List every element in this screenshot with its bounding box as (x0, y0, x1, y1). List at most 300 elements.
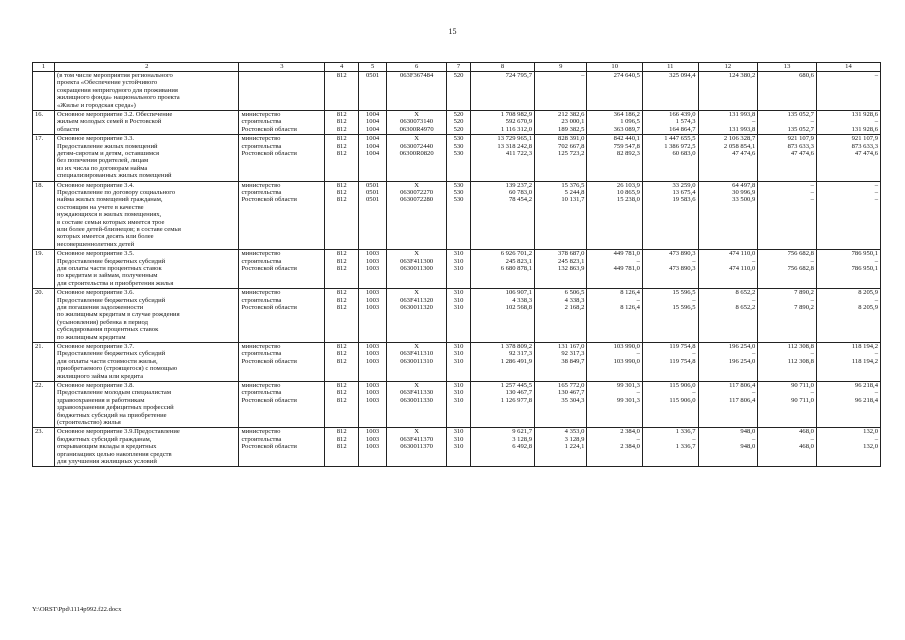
value-cell-col-5 (358, 135, 386, 181)
value: 131 167,0 (558, 342, 585, 350)
header-row (33, 63, 881, 72)
value: 063F411330 (400, 389, 434, 397)
value: 1003 (366, 250, 380, 258)
value: 1004 (366, 149, 380, 157)
value-cell-col-14 (816, 250, 880, 289)
value: 812 (336, 289, 347, 297)
value: – (810, 389, 814, 397)
value: 310 (453, 303, 464, 311)
value: 680,6 (799, 72, 814, 79)
value: 530 (453, 196, 464, 204)
value: 13 729 965,1 (497, 135, 533, 143)
value-cell-col-8 (471, 289, 535, 343)
value-cell-col-5 (358, 289, 386, 343)
value: 102 568,8 (505, 303, 533, 311)
measure-name-line: состоящим на учете в качестве (57, 203, 144, 211)
value-cell-col-4 (325, 381, 359, 427)
value: 759 547,8 (613, 142, 640, 150)
value: 1 224,1 (564, 443, 585, 451)
value: 063F411310 (400, 350, 434, 358)
value-cell-col-11 (642, 135, 698, 181)
value: 474 110,0 (729, 264, 756, 272)
value-cell-col-14 (816, 181, 880, 250)
executor-line: министерство (241, 181, 281, 189)
value: 106 907,1 (505, 289, 533, 297)
value: – (874, 72, 878, 79)
measure-name-line: здравоохранения и работникам (57, 396, 145, 404)
measure-name (55, 250, 239, 289)
value: 310 (453, 296, 464, 304)
value: 812 (336, 303, 347, 311)
value: 92 317,3 (508, 350, 533, 358)
value: 310 (453, 250, 464, 258)
value: 90 711,0 (791, 381, 814, 389)
value-cell-col-4 (325, 135, 359, 181)
value-cell-col-9 (535, 250, 587, 289)
value: 0630011370 (400, 443, 433, 451)
footer-file-path: Y:\ORST\Ppd\1114p992.f22.docx (32, 606, 122, 613)
row-number: 17. (33, 135, 55, 181)
value-cell-col-6 (387, 289, 447, 343)
value: 131 928,6 (851, 111, 878, 118)
executor (239, 181, 325, 250)
measure-name (55, 111, 239, 135)
value: 063F367484 (399, 72, 434, 79)
value-cell-col-4 (325, 289, 359, 343)
value: 812 (336, 196, 347, 204)
value: – (874, 118, 878, 126)
budget-table (32, 62, 881, 467)
value: Х (414, 342, 419, 350)
value: – (581, 72, 585, 79)
value-cell-col-11 (642, 342, 698, 381)
value-cell-col-9 (535, 181, 587, 250)
measure-name-line: Предоставление бюджетных субсидий (57, 350, 166, 358)
measure-name-line: из их числа по договорам найма (57, 164, 148, 172)
value: 0630011320 (400, 303, 433, 311)
value: 812 (336, 188, 347, 196)
value: 063F411370 (400, 435, 434, 443)
value: – (810, 350, 814, 358)
measure-name-line: Основное мероприятие 3.7. (57, 342, 135, 350)
value-cell-col-4 (325, 111, 359, 135)
value: 873 633,3 (851, 142, 878, 150)
value: 131 928,6 (851, 125, 878, 133)
value: – (874, 196, 878, 204)
value: 873 633,3 (787, 142, 814, 150)
value: 530 (453, 135, 464, 143)
value: – (810, 181, 814, 189)
value: 812 (336, 181, 347, 189)
value: – (751, 257, 756, 265)
executor-line: министерство (241, 428, 281, 436)
value: 0630073140 (400, 118, 434, 126)
executor-line: строительства (241, 142, 282, 150)
value: 1 286 491,9 (500, 357, 533, 365)
value-cell-col-14 (816, 72, 880, 111)
value: 7 890,2 (794, 303, 814, 311)
value: Х (414, 181, 419, 189)
value-cell-col-9 (535, 342, 587, 381)
value: 449 781,0 (613, 250, 640, 258)
executor-line: Ростовской области (241, 264, 297, 272)
value: 2 058 854,1 (723, 142, 756, 150)
value: 13 675,4 (672, 188, 696, 196)
value-cell-col-6 (387, 342, 447, 381)
value: 132,0 (863, 428, 878, 436)
value: 8 126,4 (620, 289, 640, 297)
value: – (636, 296, 640, 304)
measure-name-line: жилищного фонда» национального проекта (57, 94, 180, 102)
value: 812 (336, 396, 347, 404)
value: 06300R4970 (399, 125, 434, 133)
measure-name-line: (строительство) жилья (57, 418, 121, 426)
value-cell-col-4 (325, 428, 359, 467)
value-cell-col-7 (446, 72, 470, 111)
measure-name-line: сокращения непригодного для проживания (57, 86, 178, 94)
value-cell-col-11 (642, 381, 698, 427)
value: 1003 (366, 428, 380, 436)
measure-name-line: найма жилых помещений гражданам, (57, 196, 163, 204)
value: 92 317,3 (561, 350, 585, 358)
value: 2 106 328,7 (723, 135, 756, 143)
value-cell-col-10 (587, 289, 643, 343)
value-cell-col-5 (358, 72, 386, 111)
value: 812 (336, 250, 347, 258)
value: 1003 (366, 435, 380, 443)
value: 23 000,1 (561, 118, 585, 126)
value: 812 (336, 357, 347, 365)
value: – (751, 389, 756, 397)
value: 530 (453, 142, 464, 150)
executor-line: строительства (241, 296, 282, 304)
measure-name-line: жильем молодых семей в Ростовской (57, 118, 162, 126)
executor-line: строительства (241, 435, 282, 443)
value: 196 254,0 (728, 357, 756, 365)
executor-line: строительства (241, 389, 282, 397)
value: Х (414, 381, 419, 389)
value: 520 (453, 125, 464, 133)
value: 310 (453, 443, 464, 451)
value: – (874, 188, 878, 196)
executor-line: строительства (241, 350, 282, 358)
value: 1 257 445,5 (500, 381, 533, 389)
value: 164 864,7 (669, 125, 696, 133)
value-cell-col-4 (325, 250, 359, 289)
value: 6 492,8 (512, 443, 533, 451)
value-cell-col-6 (387, 428, 447, 467)
value: – (810, 257, 814, 265)
measure-name-line: жилищного займа или кредита (57, 372, 144, 380)
page-number: 15 (448, 27, 457, 36)
measure-name-line: организациях целью накопления средств (57, 450, 172, 458)
value: – (751, 118, 756, 126)
value: 15 376,5 (561, 181, 585, 189)
value-cell-col-10 (587, 428, 643, 467)
row-number: 21. (33, 342, 55, 381)
value-cell-col-13 (758, 342, 817, 381)
value-cell-col-13 (758, 289, 817, 343)
value: 47 474,6 (854, 149, 878, 157)
value: 310 (453, 264, 464, 272)
measure-name (55, 135, 239, 181)
value-cell-col-14 (816, 381, 880, 427)
value: – (810, 435, 814, 443)
table-row (33, 342, 881, 381)
value: 130 467,7 (505, 389, 533, 397)
column-number-6: 6 (387, 63, 447, 72)
executor-line: Ростовской области (241, 125, 297, 133)
value-cell-col-8 (471, 342, 535, 381)
measure-name-line: для оплаты части процентных ставок (57, 264, 162, 272)
column-number-1: 1 (33, 63, 55, 72)
value: 165 772,0 (558, 381, 585, 389)
column-number-14: 14 (816, 63, 880, 72)
value-cell-col-12 (698, 135, 758, 181)
value: 117 806,4 (729, 381, 756, 389)
value-cell-col-10 (587, 111, 643, 135)
value-cell-col-4 (325, 342, 359, 381)
value: – (751, 296, 756, 304)
value: 363 089,7 (613, 125, 640, 133)
value: 15 596,5 (672, 303, 696, 311)
value: 1004 (366, 135, 380, 143)
value: 310 (453, 435, 464, 443)
value: – (636, 350, 640, 358)
value: 812 (336, 111, 347, 118)
measure-name (55, 342, 239, 381)
measure-name-line: бюджетных субсидий на приобретение (57, 411, 167, 419)
executor-line: строительства (241, 257, 282, 265)
value: 310 (453, 389, 464, 397)
value: 1003 (366, 257, 380, 265)
measure-name-line: для строительства и приобретения жилья (57, 279, 174, 287)
value: 15 596,5 (672, 289, 696, 297)
value-cell-col-8 (471, 428, 535, 467)
measure-name-line: несовершеннолетних детей (57, 240, 135, 248)
executor (239, 135, 325, 181)
value: 6 506,5 (564, 289, 585, 297)
executor (239, 381, 325, 427)
value-cell-col-8 (471, 381, 535, 427)
value-cell-col-8 (471, 72, 535, 111)
value: Х (414, 289, 419, 297)
value-cell-col-7 (446, 111, 470, 135)
value: 468,0 (799, 443, 814, 451)
measure-name-line: в составе семьи которых имеется трое (57, 218, 165, 226)
measure-name (55, 181, 239, 250)
value: 1004 (366, 111, 380, 118)
row-number: 16. (33, 111, 55, 135)
executor-line: строительства (241, 188, 282, 196)
value-cell-col-9 (535, 135, 587, 181)
value: 196 254,0 (728, 342, 756, 350)
table-row (33, 135, 881, 181)
table-row (33, 250, 881, 289)
value: 245 823,1 (558, 257, 585, 265)
value: 530 (453, 188, 464, 196)
value: 115 906,0 (669, 396, 696, 404)
value: 60 783,0 (508, 188, 533, 196)
value: 1 096,5 (620, 118, 640, 126)
measure-name-line: Предоставление бюджетных субсидий (57, 257, 166, 265)
measure-name-line: (в том числе мероприятия регионального (57, 72, 173, 79)
measure-name-line: детям-сиротам и детям, оставшимся (57, 149, 160, 157)
value: 103 990,0 (613, 342, 640, 350)
value: 948,0 (740, 443, 756, 451)
value: Х (414, 135, 419, 143)
column-number-13: 13 (758, 63, 817, 72)
value: 1 386 972,5 (664, 142, 696, 150)
value: 2 384,0 (620, 428, 640, 436)
value-cell-col-7 (446, 428, 470, 467)
value: 60 683,0 (672, 149, 696, 157)
column-number-10: 10 (587, 63, 643, 72)
value: 115 906,0 (669, 381, 696, 389)
value: 812 (336, 381, 347, 389)
value: 7 890,2 (794, 289, 814, 297)
value: 310 (453, 396, 464, 404)
value: 3 128,9 (512, 435, 533, 443)
value: – (874, 181, 878, 189)
value: 130 467,7 (558, 389, 585, 397)
value-cell-col-10 (587, 72, 643, 111)
value-cell-col-10 (587, 381, 643, 427)
measure-name-line: проекта «Обеспечение устойчивого (57, 79, 158, 87)
value-cell-col-9 (535, 72, 587, 111)
value: 310 (453, 357, 464, 365)
value: 5 244,8 (564, 188, 585, 196)
value: – (692, 296, 696, 304)
value: 15 238,0 (616, 196, 640, 204)
value: 1003 (366, 357, 380, 365)
value: 47 474,6 (732, 149, 756, 157)
value: 812 (336, 257, 347, 265)
value: 0501 (366, 188, 380, 196)
value: 212 382,6 (558, 111, 585, 118)
value: 0630011300 (400, 264, 433, 272)
measure-name-line: Основное мероприятие 3.4. (57, 181, 135, 189)
executor-line: министерство (241, 289, 281, 297)
value: 245 823,1 (505, 257, 533, 265)
value: 063F411320 (400, 296, 434, 304)
value: Х (414, 250, 419, 258)
value: 8 652,2 (735, 289, 756, 297)
value: 1004 (366, 142, 380, 150)
value-cell-col-13 (758, 428, 817, 467)
value: 6 680 878,1 (500, 264, 533, 272)
value: 119 754,8 (669, 342, 696, 350)
value-cell-col-13 (758, 135, 817, 181)
value: 118 194,2 (851, 357, 878, 365)
value: 274 640,5 (613, 72, 640, 79)
value-cell-col-12 (698, 72, 758, 111)
measure-name-line: Основное мероприятие 3.5. (57, 250, 135, 258)
value: 520 (453, 72, 464, 79)
value: 1003 (366, 296, 380, 304)
value-cell-col-8 (471, 111, 535, 135)
row-number: 18. (33, 181, 55, 250)
executor-line: Ростовской области (241, 396, 297, 404)
value: – (692, 389, 696, 397)
value-cell-col-10 (587, 181, 643, 250)
value: 1 447 655,5 (664, 135, 696, 143)
value-cell-col-12 (698, 181, 758, 250)
column-number-7: 7 (446, 63, 470, 72)
value: 468,0 (799, 428, 814, 436)
table-row (33, 72, 881, 111)
value: 702 667,8 (558, 142, 585, 150)
value-cell-col-14 (816, 289, 880, 343)
value: 139 237,2 (505, 181, 533, 189)
value-cell-col-5 (358, 428, 386, 467)
value: Х (414, 428, 419, 436)
value-cell-col-6 (387, 250, 447, 289)
value: 812 (336, 264, 347, 272)
value-cell-col-7 (446, 289, 470, 343)
value: 812 (336, 72, 347, 79)
value-cell-col-14 (816, 428, 880, 467)
executor (239, 111, 325, 135)
value-cell-col-8 (471, 250, 535, 289)
value: 310 (453, 381, 464, 389)
value: 812 (336, 296, 347, 304)
value: – (810, 118, 814, 126)
value: 90 711,0 (791, 396, 814, 404)
measure-name-line: для улучшения жилищных условий (57, 457, 157, 465)
value: 473 890,3 (669, 264, 696, 272)
value-cell-col-5 (358, 111, 386, 135)
value: – (636, 257, 640, 265)
value: 812 (336, 435, 347, 443)
value: 530 (453, 149, 464, 157)
value: 812 (336, 428, 347, 436)
value: 35 304,3 (561, 396, 585, 404)
value: 592 670,9 (505, 118, 533, 126)
table-row (33, 381, 881, 427)
value: 310 (453, 342, 464, 350)
measure-name-line: Основное мероприятие 3.9.Предоставление (57, 428, 180, 436)
value: 33 500,9 (732, 196, 756, 204)
value-cell-col-11 (642, 72, 698, 111)
value: 1 378 809,2 (500, 342, 533, 350)
column-number-11: 11 (642, 63, 698, 72)
measure-name-line: Основное мероприятие 3.8. (57, 381, 135, 389)
value: 378 687,0 (558, 250, 585, 258)
value-cell-col-11 (642, 428, 698, 467)
value: – (751, 350, 756, 358)
value: 26 103,9 (616, 181, 640, 189)
value: – (692, 257, 696, 265)
row-number (33, 72, 55, 111)
executor (239, 250, 325, 289)
value: – (636, 435, 640, 443)
value: 1003 (366, 264, 380, 272)
value-cell-col-8 (471, 135, 535, 181)
row-number: 20. (33, 289, 55, 343)
value: 112 308,8 (787, 357, 814, 365)
value: 135 052,7 (787, 111, 814, 118)
executor-line: министерство (241, 135, 281, 143)
measure-name (55, 381, 239, 427)
value: 1 336,7 (675, 443, 696, 451)
value: 812 (336, 149, 347, 157)
value: 1003 (366, 443, 380, 451)
value: 411 722,3 (505, 149, 533, 157)
value: 0501 (366, 72, 380, 79)
row-number: 23. (33, 428, 55, 467)
value: 0630011330 (400, 396, 433, 404)
